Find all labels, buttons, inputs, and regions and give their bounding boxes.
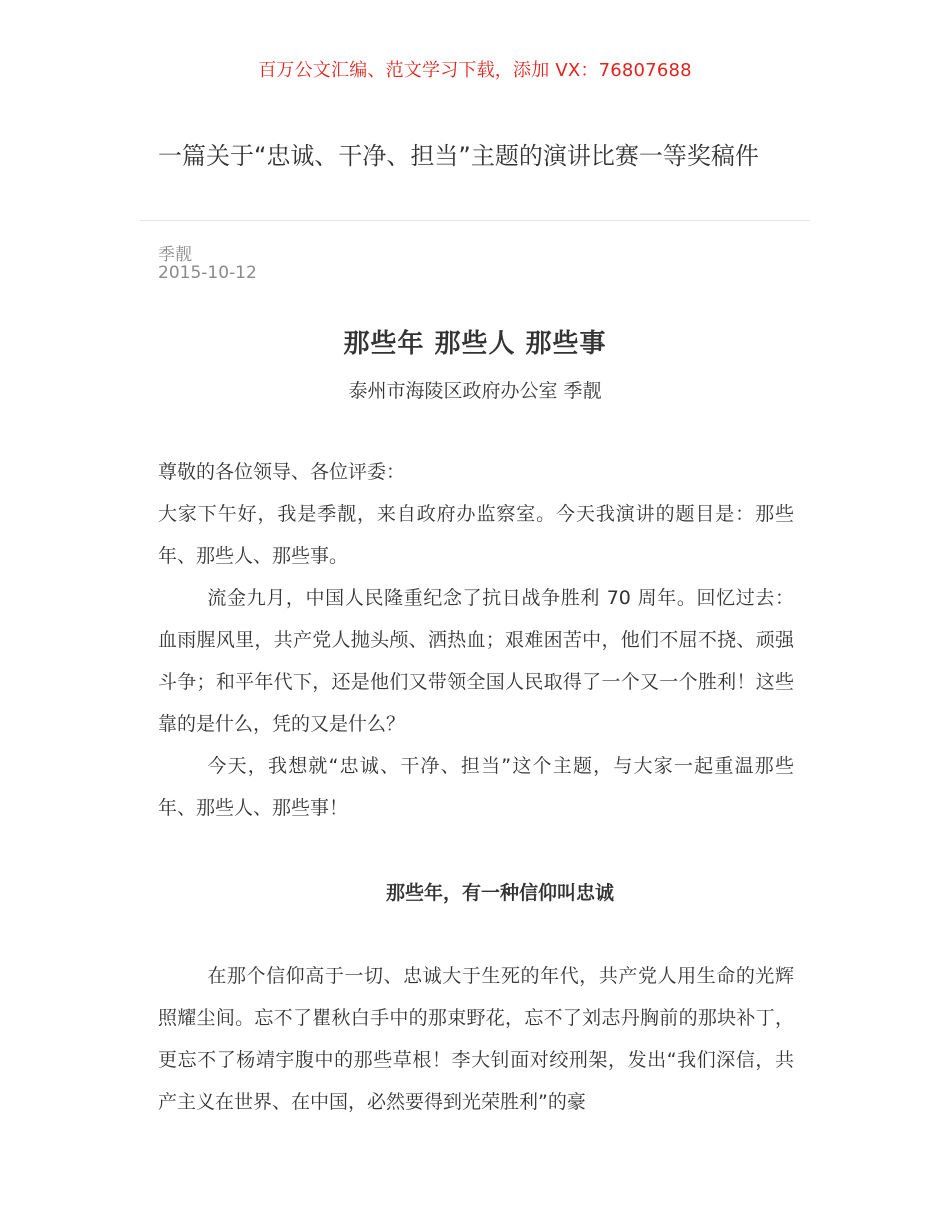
speech-title: 那些年 那些人 那些事 [343, 329, 607, 359]
salutation: 尊敬的各位领导、各位评委： [158, 461, 406, 483]
paragraph-1: 流金九月，中国人民隆重纪念了抗日战争胜利 70 周年。回忆过去：血雨腥风里，共产党人抛头颅、洒热血；艰难困苦中，他们不屈不挠、顽强斗争；和平年代下，还是他们又带领全国人民取得了一个又一个胜利！这些靠的是什么，凭的又是什么？ [158, 587, 794, 735]
article-author: 季靓 [158, 245, 192, 265]
title-divider [140, 220, 810, 221]
article-date: 2015-10-12 [158, 263, 257, 283]
section-heading-loyalty: 那些年，有一种信仰叫忠诚 [385, 882, 614, 904]
promo-banner: 百万公文汇编、范文学习下载，添加 VX：76807688 [258, 60, 692, 81]
paragraph-3: 在那个信仰高于一切、忠诚大于生死的年代，共产党人用生命的光辉照耀尘间。忘不了瞿秋白手中的那束野花，忘不了刘志丹胸前的那块补丁，更忘不了杨靖宇腹中的那些草根！李大钊面对绞刑架，发出“我们深信，共产主义在世界、在中国，必然要得到光荣胜利”的豪 [158, 965, 794, 1113]
intro-paragraph: 大家下午好，我是季靓，来自政府办监察室。今天我演讲的题目是：那些年、那些人、那些事。 [158, 503, 794, 567]
article-title: 一篇关于“忠诚、干净、担当”主题的演讲比赛一等奖稿件 [158, 142, 759, 170]
paragraph-2: 今天，我想就“忠诚、干净、担当”这个主题，与大家一起重温那些年、那些人、那些事！ [158, 755, 794, 819]
speech-byline: 泰州市海陵区政府办公室 季靓 [348, 380, 602, 402]
